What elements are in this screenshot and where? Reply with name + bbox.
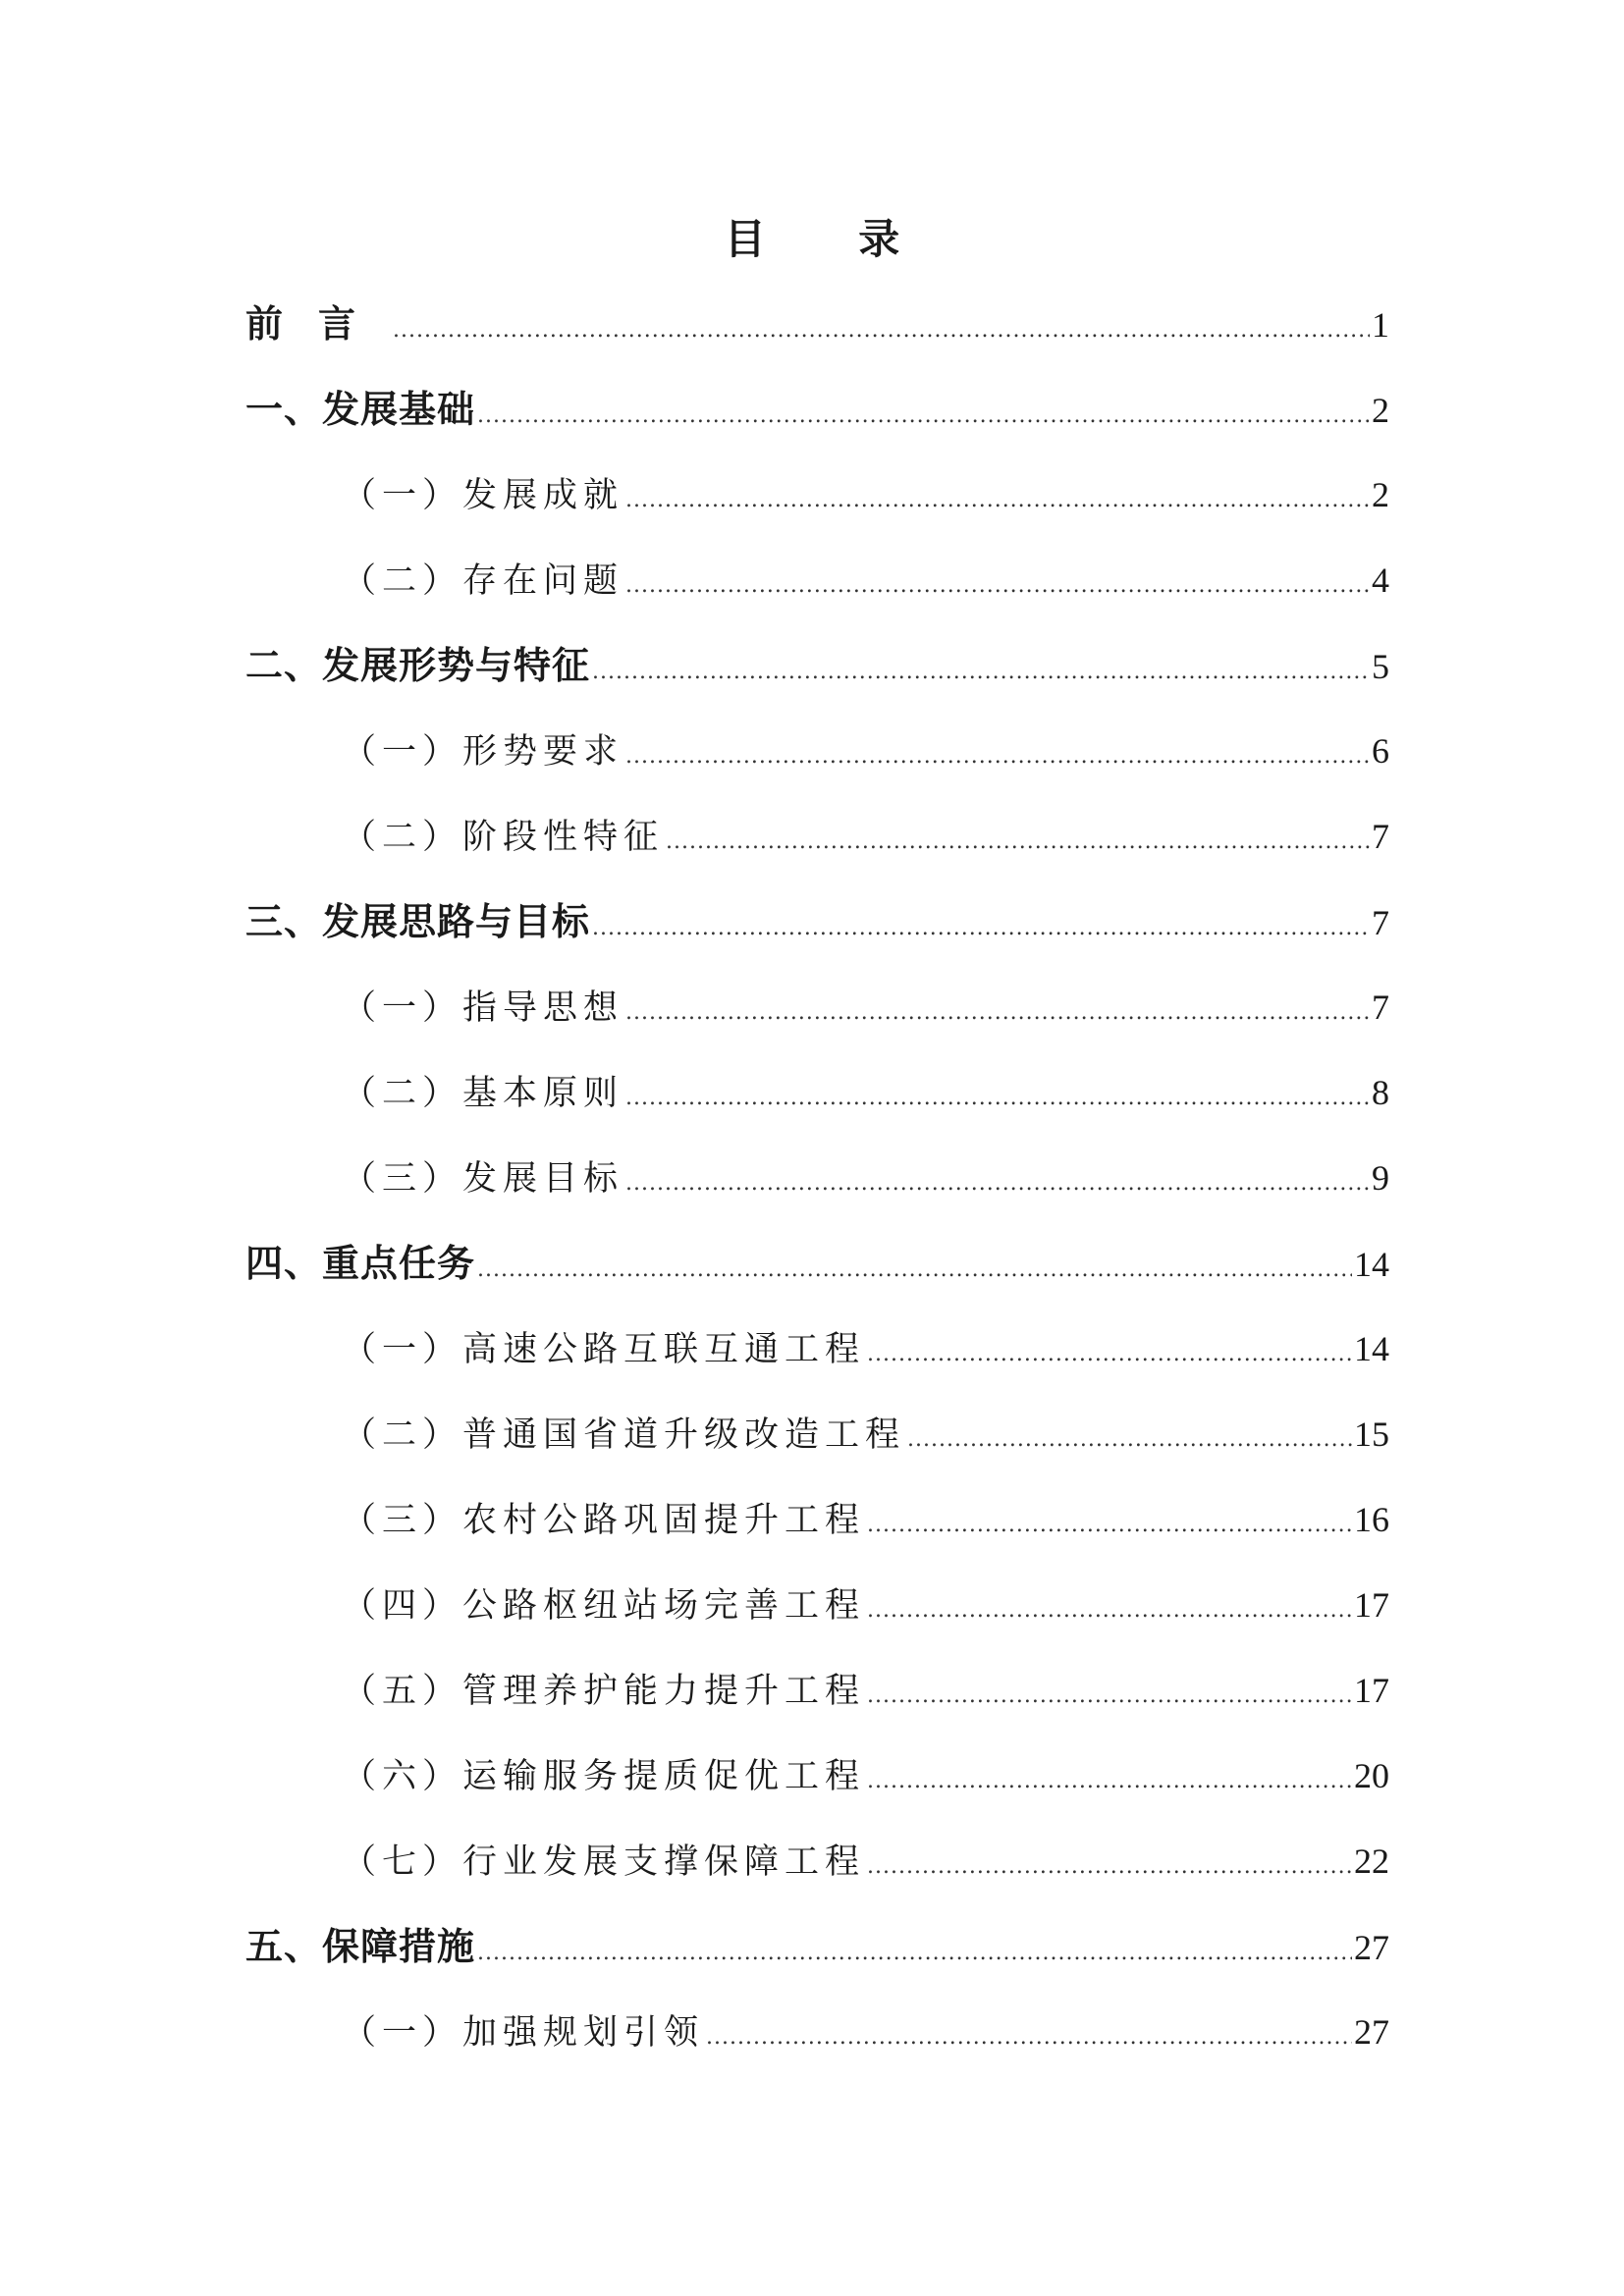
- toc-dot-leader: [477, 1243, 1352, 1298]
- toc-entry[interactable]: [245, 1407, 1389, 1492]
- toc-entry-label: 前言: [245, 302, 392, 346]
- toc-entry[interactable]: [245, 1834, 1389, 1919]
- toc-entry-page-number: 17: [1354, 1671, 1389, 1710]
- toc-dot-leader: [625, 559, 1370, 614]
- toc-dot-leader: [592, 645, 1370, 700]
- toc-entry[interactable]: [245, 1577, 1389, 1663]
- toc-list: [245, 296, 1389, 2090]
- toc-dot-leader: [477, 389, 1370, 444]
- toc-dot-leader: [867, 1498, 1352, 1553]
- toc-entry-page-number: 1: [1372, 305, 1389, 345]
- toc-entry-label: 四、重点任务: [245, 1242, 476, 1285]
- toc-entry-page-number: 20: [1354, 1756, 1389, 1795]
- toc-entry-label: （七）行业发展支撑保障工程: [342, 1842, 866, 1882]
- toc-dot-leader: [625, 986, 1370, 1041]
- toc-dot-leader: [625, 473, 1370, 528]
- toc-entry-page-number: 9: [1372, 1158, 1389, 1198]
- toc-entry-page-number: 22: [1354, 1842, 1389, 1881]
- toc-entry-page-number: 14: [1354, 1245, 1389, 1284]
- toc-entry-label: （二）基本原则: [342, 1074, 624, 1113]
- toc-entry-page-number: 27: [1354, 1928, 1389, 1967]
- toc-dot-leader: [625, 1071, 1370, 1126]
- toc-entry-label: （三）发展目标: [342, 1159, 624, 1199]
- toc-entry-page-number: 4: [1372, 561, 1389, 600]
- toc-entry-page-number: 2: [1372, 391, 1389, 430]
- toc-entry-page-number: 16: [1354, 1500, 1389, 1539]
- toc-entry[interactable]: [245, 553, 1389, 638]
- toc-entry-label: （二）阶段性特征: [342, 818, 665, 857]
- toc-entry-page-number: 5: [1372, 647, 1389, 686]
- toc-dot-leader: [867, 1754, 1352, 1809]
- toc-dot-leader: [625, 729, 1370, 784]
- toc-dot-leader: [393, 303, 1370, 358]
- toc-entry[interactable]: [245, 809, 1389, 894]
- toc-entry-label: （一）形势要求: [342, 732, 624, 772]
- toc-entry-label: （一）发展成就: [342, 476, 624, 515]
- toc-entry-label: 一、发展基础: [245, 388, 476, 431]
- toc-entry[interactable]: [245, 382, 1389, 467]
- toc-entry[interactable]: [245, 723, 1389, 809]
- toc-dot-leader: [625, 1156, 1370, 1211]
- toc-entry-page-number: 8: [1372, 1073, 1389, 1112]
- toc-entry-label: （四）公路枢纽站场完善工程: [342, 1586, 866, 1626]
- toc-entry-page-number: 2: [1372, 475, 1389, 514]
- toc-title: 目 录: [724, 215, 940, 263]
- toc-dot-leader: [477, 1926, 1352, 1981]
- toc-entry-label: 二、发展形势与特征: [245, 644, 591, 687]
- toc-entry-label: （二）普通国省道升级改造工程: [342, 1415, 906, 1455]
- toc-entry[interactable]: [245, 1065, 1389, 1150]
- toc-entry[interactable]: [245, 1663, 1389, 1748]
- toc-dot-leader: [867, 1327, 1352, 1382]
- toc-entry-label: （一）加强规划引领: [342, 2013, 705, 2053]
- toc-entry[interactable]: [245, 894, 1389, 980]
- toc-dot-leader: [706, 2010, 1352, 2065]
- toc-entry[interactable]: [245, 1321, 1389, 1407]
- toc-entry-label: （五）管理养护能力提升工程: [342, 1672, 866, 1711]
- toc-entry-label: 五、保障措施: [245, 1925, 476, 1968]
- toc-entry-label: （一）高速公路互联互通工程: [342, 1330, 866, 1369]
- toc-dot-leader: [867, 1583, 1352, 1638]
- toc-entry[interactable]: [245, 1748, 1389, 1834]
- toc-entry-page-number: 27: [1354, 2012, 1389, 2052]
- toc-entry-page-number: 7: [1372, 903, 1389, 942]
- toc-entry-label: （三）农村公路巩固提升工程: [342, 1501, 866, 1540]
- toc-entry-label: （六）运输服务提质促优工程: [342, 1757, 866, 1796]
- toc-entry[interactable]: [245, 1236, 1389, 1321]
- toc-entry[interactable]: [245, 467, 1389, 553]
- toc-dot-leader: [907, 1413, 1352, 1468]
- toc-entry-page-number: 7: [1372, 988, 1389, 1027]
- toc-dot-leader: [666, 815, 1370, 870]
- toc-entry-label: （二）存在问题: [342, 561, 624, 601]
- toc-dot-leader: [867, 1840, 1352, 1895]
- toc-entry[interactable]: [245, 296, 1389, 382]
- toc-entry[interactable]: [245, 1492, 1389, 1577]
- toc-entry-page-number: 15: [1354, 1415, 1389, 1454]
- toc-entry[interactable]: [245, 2004, 1389, 2090]
- toc-entry-label: （一）指导思想: [342, 988, 624, 1028]
- toc-entry-page-number: 7: [1372, 817, 1389, 856]
- toc-entry-page-number: 14: [1354, 1329, 1389, 1368]
- toc-dot-leader: [867, 1669, 1352, 1724]
- toc-entry[interactable]: [245, 638, 1389, 723]
- toc-entry[interactable]: [245, 1919, 1389, 2004]
- toc-entry-page-number: 17: [1354, 1585, 1389, 1625]
- toc-entry-label: 三、发展思路与目标: [245, 900, 591, 943]
- toc-entry[interactable]: [245, 980, 1389, 1065]
- toc-dot-leader: [592, 901, 1370, 956]
- toc-entry-page-number: 6: [1372, 731, 1389, 771]
- toc-entry[interactable]: [245, 1150, 1389, 1236]
